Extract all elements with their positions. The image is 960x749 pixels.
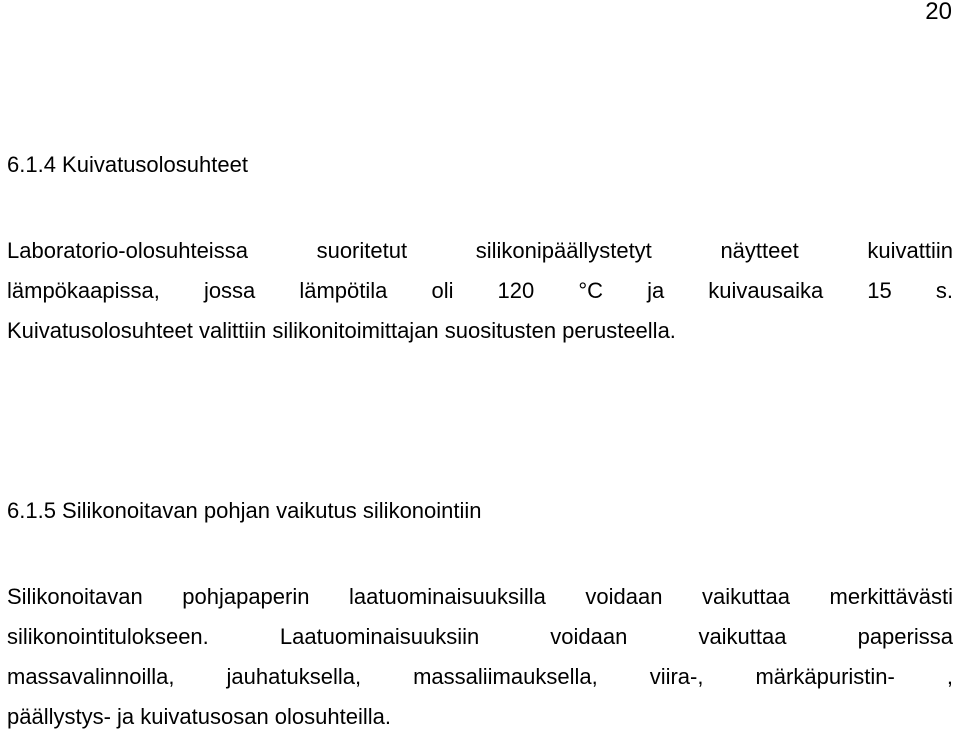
paragraph-line: Kuivatusolosuhteet valittiin silikonitoimittajan suositusten perusteella. <box>7 318 676 343</box>
word: viira-, <box>649 664 704 689</box>
word: s. <box>935 278 953 303</box>
word: pohjapaperin <box>182 584 310 609</box>
paragraph-line <box>7 278 953 318</box>
word: , <box>946 664 953 689</box>
word: laatuominaisuuksilla <box>348 584 546 609</box>
word: suoritetut <box>316 238 408 263</box>
word: kuivattiin <box>867 238 953 263</box>
word: vaikuttaa <box>701 584 791 609</box>
word: näytteet <box>720 238 799 263</box>
paragraph-silikonoitavan-pohjan-vaikutus <box>7 584 953 744</box>
word: Silikonoitavan <box>7 584 143 609</box>
word: lämpökaapissa, <box>7 278 160 303</box>
word: ja <box>647 278 665 303</box>
word: °C <box>578 278 604 303</box>
section-heading-silikonoitavan-pohjan-vaikutus: 6.1.5 Silikonoitavan pohjan vaikutus silikonointiin <box>7 498 482 523</box>
word: märkäpuristin- <box>755 664 895 689</box>
word: silikonointitulokseen. <box>7 624 209 649</box>
word: voidaan <box>550 624 628 649</box>
word: oli <box>431 278 454 303</box>
word: 120 <box>497 278 535 303</box>
word: massavalinnoilla, <box>7 664 175 689</box>
page-number: 20 <box>925 0 952 25</box>
section-heading-kuivatusolosuhteet: 6.1.4 Kuivatusolosuhteet <box>7 152 248 177</box>
word: merkittävästi <box>829 584 953 609</box>
word: voidaan <box>585 584 663 609</box>
paragraph-line <box>7 584 953 624</box>
word: Laatuominaisuuksiin <box>279 624 480 649</box>
paragraph-kuivatusolosuhteet <box>7 238 953 358</box>
paragraph-line <box>7 624 953 664</box>
word: kuivausaika <box>708 278 824 303</box>
word: jauhatuksella, <box>226 664 362 689</box>
word: Laboratorio-olosuhteissa <box>7 238 248 263</box>
word: massaliimauksella, <box>413 664 598 689</box>
word: jossa <box>203 278 256 303</box>
paragraph-line: päällystys- ja kuivatusosan olosuhteilla. <box>7 704 391 729</box>
word: paperissa <box>857 624 953 649</box>
word: silikonipäällystetyt <box>475 238 652 263</box>
word: 15 <box>867 278 892 303</box>
word: lämpötila <box>299 278 388 303</box>
paragraph-line <box>7 238 953 278</box>
word: vaikuttaa <box>698 624 787 649</box>
paragraph-line <box>7 664 953 704</box>
